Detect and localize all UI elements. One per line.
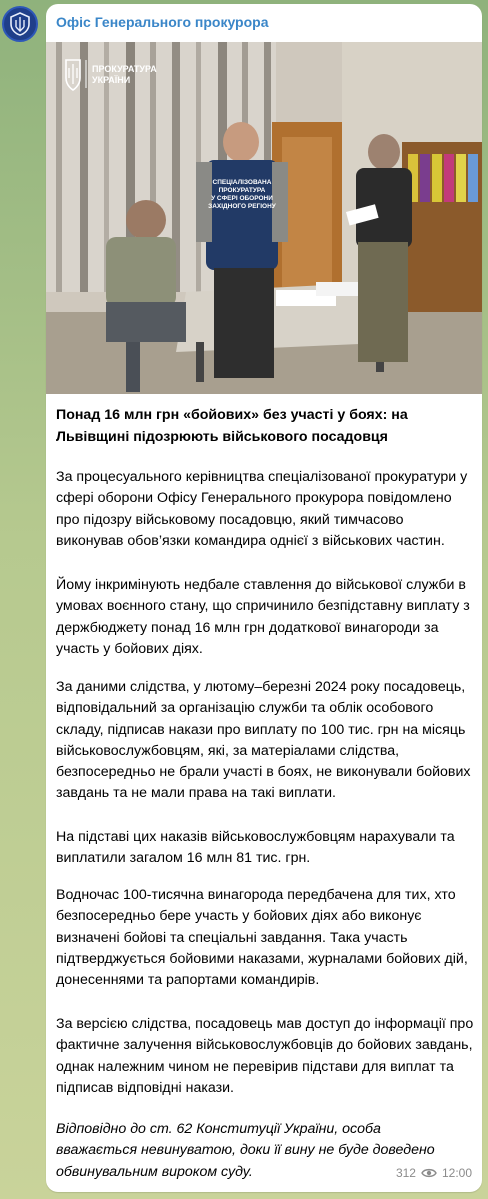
message-bubble [46, 4, 482, 1192]
vest-text-1: СПЕЦІАЛІЗОВАНА [212, 179, 272, 186]
message-time: 12:00 [441, 1166, 472, 1180]
prosecutor-emblem-icon [9, 12, 31, 36]
logo-text-1: ПРОКУРАТУРА [92, 64, 157, 74]
post-paragraph: За процесуального керівництва спеціалізованої прокуратури у сфері оборони Офісу Генерального прокурора повідомлено про підозру військовому посадовцю, який тимчасово виконував обов’язки командира однієї з військових частин. [56, 469, 468, 549]
channel-avatar[interactable] [2, 6, 38, 42]
post-disclaimer: Відповідно до ст. 62 Конституції України, особа вважається невинуватою, доки її вину не буде доведено обвинувальним вироком суду. [56, 1121, 435, 1180]
vest-text-3: У СФЕРІ ОБОРОНИ [211, 195, 273, 202]
vest-text-4: ЗАХІДНОГО РЕГІОНУ [208, 203, 276, 210]
post-paragraph: Йому інкримінують недбале ставлення до військової служби в умовах воєнного стану, що спричинило безпідставну виплату з держбюджету понад 16 млн грн додаткової винагороди за участь у бойових діях. [56, 577, 470, 657]
post-title: Понад 16 млн грн «бойових» без участі у боях: на Львівщині підозрюють військового посадовця [56, 407, 408, 445]
message-meta [396, 1166, 472, 1180]
views-count: 312 [395, 1166, 416, 1180]
eye-icon [421, 1167, 437, 1179]
post-paragraph: За даними слідства, у лютому–березні 2024 року посадовець, відповідальний за організацію служби та облік особового складу, підписав накази про виплату по 100 тис. грн на місяць військовослужбовцям, які, за матеріалами слідства, безпосередньо не брали участі в боях, не виконували бойових завдань та не мали права на такі виплати. [56, 679, 471, 802]
channel-name[interactable]: Офіс Генерального прокурора [56, 14, 269, 30]
post-paragraph: Водночас 100-тисячна винагорода передбачена для тих, хто безпосередньо бере участь у бойових діях або виконує визначені бойові та спеціальні завдання. Така участь підтверджується бойовими наказами, журналами бойових дій, донесеннями та рапортами командирів. [56, 887, 468, 989]
post-photo[interactable] [46, 42, 482, 394]
post-paragraph: За версією слідства, посадовець мав доступ до інформації про фактичне залучення військовослужбовців до бойових завдань, однак належним чином не перевірив підстави для виплат та підписав відповідні накази. [56, 1016, 474, 1096]
logo-text-2: УКРАЇНИ [92, 75, 131, 85]
vest-text-2: ПРОКУРАТУРА [218, 187, 266, 194]
post-paragraph: На підставі цих наказів військовослужбовцям нарахували та виплатили загалом 16 млн 81 тис. грн. [56, 829, 455, 867]
